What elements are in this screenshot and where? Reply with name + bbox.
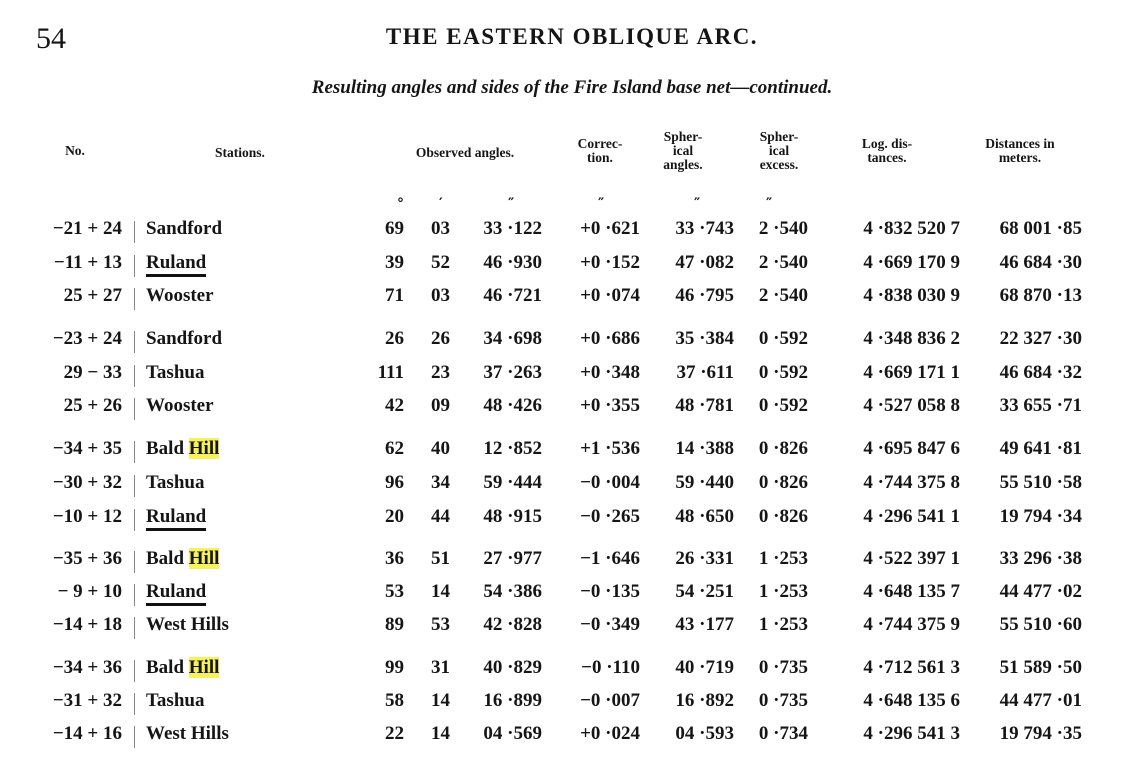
correction-value: −0 ·135 [580,581,640,602]
station-name [146,548,219,570]
angle-minutes: 34 [431,472,450,493]
station-name [146,328,222,350]
angle-minutes: 53 [431,614,450,635]
page-number: 54 [36,22,66,55]
table-row [0,218,1144,248]
table-row [0,438,1144,468]
station-name [146,614,229,636]
spherical-angle: 48 ·781 [675,395,734,416]
row-number: −10 + 12 [52,506,122,527]
distance-meters: 33 655 ·71 [999,395,1082,416]
angle-degrees: 111 [377,362,404,383]
station-name [146,657,219,679]
table-row [0,581,1144,611]
table-row [0,472,1144,502]
station-name-text: Tashua [146,362,205,383]
angle-minutes: 51 [431,548,450,569]
station-name-text: Bald [146,438,189,459]
station-name-text: Tashua [146,690,205,711]
spherical-angle: 35 ·384 [675,328,734,349]
row-number: −30 + 32 [52,472,122,493]
log-distance: 4 ·695 847 6 [863,438,960,459]
column-rule [134,331,135,353]
angle-minutes: 03 [431,285,450,306]
correction-value: +0 ·686 [580,328,640,349]
distance-meters: 68 001 ·85 [999,218,1082,239]
correction-value: +0 ·074 [580,285,640,306]
spherical-excess: 2 ·540 [758,252,808,273]
header-no: No. [65,143,85,158]
angle-minutes: 14 [431,723,450,744]
station-name [146,362,204,384]
row-number: −35 + 36 [52,548,122,569]
spherical-angle: 16 ·892 [675,690,734,711]
column-rule [134,551,135,573]
station-name-text: Bald [146,657,189,678]
angle-seconds: 27 ·977 [483,548,542,569]
angle-minutes: 14 [431,690,450,711]
underlined-text: Ruland [146,581,206,606]
unit-excess: ″ [766,196,773,212]
column-rule [134,441,135,463]
station-name-text: Sandford [146,218,223,239]
angle-degrees: 99 [385,657,404,678]
row-number: −34 + 35 [52,438,122,459]
correction-value: −0 ·265 [580,506,640,527]
row-number: −11 + 13 [53,252,122,273]
log-distance: 4 ·712 561 3 [863,657,960,678]
distance-meters: 44 477 ·01 [999,690,1082,711]
log-distance: 4 ·832 520 7 [863,218,960,239]
column-rule [134,255,135,277]
angle-degrees: 20 [385,506,404,527]
underlined-text: Ruland [146,252,206,277]
station-name-text: Wooster [146,285,214,306]
distance-meters: 46 684 ·32 [999,362,1082,383]
angle-seconds: 54 ·386 [483,581,542,602]
spherical-angle: 59 ·440 [675,472,734,493]
column-rule [134,221,135,243]
spherical-excess: 0 ·734 [758,723,808,744]
table-row [0,252,1144,282]
spherical-angle: 54 ·251 [675,581,734,602]
station-name [146,472,204,494]
log-distance: 4 ·744 375 9 [863,614,960,635]
row-number: − 9 + 10 [57,581,122,602]
angle-minutes: 52 [431,252,450,273]
log-distance: 4 ·669 171 1 [863,362,960,383]
table-row [0,362,1144,392]
highlighted-text: Hill [188,548,220,569]
unit-correction: ″ [598,196,605,212]
log-distance: 4 ·838 030 9 [863,285,960,306]
log-distance: 4 ·527 058 8 [863,395,960,416]
angle-degrees: 69 [385,218,404,239]
distance-meters: 19 794 ·35 [999,723,1082,744]
header-observed-angles: Observed angles. [415,145,515,160]
angle-degrees: 71 [385,285,404,306]
angle-minutes: 26 [431,328,450,349]
column-rule [134,365,135,387]
angle-seconds: 12 ·852 [483,438,542,459]
distance-meters: 46 684 ·30 [999,252,1082,273]
row-number: −14 + 16 [52,723,122,744]
correction-value: +0 ·348 [580,362,640,383]
log-distance: 4 ·669 170 9 [863,252,960,273]
correction-value: −0 ·349 [580,614,640,635]
spherical-excess: 1 ·253 [758,548,808,569]
angle-degrees: 62 [385,438,404,459]
correction-value: +0 ·152 [580,252,640,273]
spherical-angle: 33 ·743 [675,218,734,239]
angle-seconds: 59 ·444 [483,472,542,493]
header-correction: Correc- tion. [577,136,623,165]
table-row [0,506,1144,536]
station-name-text: West Hills [146,723,229,744]
station-name [146,723,229,745]
header-spherical-angles: Spher- ical angles. [663,129,703,172]
highlighted-text: Hill [188,438,220,459]
column-rule [134,475,135,497]
spherical-angle: 48 ·650 [675,506,734,527]
spherical-excess: 0 ·735 [758,690,808,711]
station-name [146,506,206,528]
angle-minutes: 44 [431,506,450,527]
distance-meters: 22 327 ·30 [999,328,1082,349]
station-name-text: Sandford [146,328,223,349]
spherical-excess: 0 ·592 [758,328,808,349]
unit-degrees: ° [397,196,404,212]
station-name [146,395,214,417]
spherical-excess: 2 ·540 [758,285,808,306]
table-row [0,328,1144,358]
angle-degrees: 58 [385,690,404,711]
angle-minutes: 40 [431,438,450,459]
angle-minutes: 31 [431,657,450,678]
table-row [0,548,1144,578]
angle-degrees: 36 [385,548,404,569]
header-log-distances: Log. dis- tances. [861,136,913,165]
angle-seconds: 42 ·828 [483,614,542,635]
column-rule [134,584,135,606]
row-number: 29 − 33 [63,362,122,383]
spherical-excess: 0 ·735 [758,657,808,678]
table-row [0,723,1144,753]
correction-value: −0 ·110 [581,657,640,678]
correction-value: −1 ·646 [580,548,640,569]
column-rule [134,726,135,748]
unit-minutes: ′ [439,196,443,212]
angle-seconds: 37 ·263 [483,362,542,383]
angle-seconds: 40 ·829 [483,657,542,678]
distance-meters: 44 477 ·02 [999,581,1082,602]
spherical-excess: 0 ·592 [758,362,808,383]
log-distance: 4 ·296 541 1 [863,506,960,527]
distance-meters: 68 870 ·13 [999,285,1082,306]
angle-minutes: 23 [431,362,450,383]
table-row [0,690,1144,720]
underlined-text: Ruland [146,506,206,531]
correction-value: +0 ·024 [580,723,640,744]
angle-minutes: 14 [431,581,450,602]
angle-degrees: 53 [385,581,404,602]
angle-seconds: 04 ·569 [483,723,542,744]
distance-meters: 49 641 ·81 [999,438,1082,459]
station-name-text: Tashua [146,472,205,493]
angle-degrees: 22 [385,723,404,744]
correction-value: +0 ·355 [580,395,640,416]
table-row [0,614,1144,644]
log-distance: 4 ·744 375 8 [863,472,960,493]
distance-meters: 33 296 ·38 [999,548,1082,569]
log-distance: 4 ·296 541 3 [863,723,960,744]
correction-value: −0 ·004 [580,472,640,493]
header-stations: Stations. [215,145,265,160]
column-rule [134,288,135,310]
row-number: −23 + 24 [52,328,122,349]
angle-seconds: 46 ·721 [483,285,542,306]
spherical-excess: 0 ·592 [758,395,808,416]
spherical-angle: 46 ·795 [675,285,734,306]
log-distance: 4 ·348 836 2 [863,328,960,349]
distance-meters: 51 589 ·50 [999,657,1082,678]
table-row [0,657,1144,687]
angle-minutes: 03 [431,218,450,239]
station-name [146,285,214,307]
angle-seconds: 33 ·122 [483,218,542,239]
unit-seconds: ″ [508,196,515,212]
angle-degrees: 89 [385,614,404,635]
correction-value: +1 ·536 [580,438,640,459]
spherical-angle: 37 ·611 [676,362,734,383]
column-rule [134,660,135,682]
row-number: 25 + 26 [63,395,122,416]
spherical-excess: 0 ·826 [758,472,808,493]
row-number: 25 + 27 [63,285,122,306]
distance-meters: 19 794 ·34 [999,506,1082,527]
correction-value: +0 ·621 [580,218,640,239]
spherical-angle: 04 ·593 [675,723,734,744]
row-number: −21 + 24 [52,218,122,239]
station-name-text: West Hills [146,614,229,635]
table-row [0,395,1144,425]
angle-seconds: 48 ·915 [483,506,542,527]
angle-seconds: 46 ·930 [483,252,542,273]
station-name [146,581,206,603]
spherical-angle: 14 ·388 [675,438,734,459]
station-name [146,218,222,240]
column-rule [134,509,135,531]
row-number: −31 + 32 [52,690,122,711]
station-name-text: Wooster [146,395,214,416]
angle-seconds: 16 ·899 [483,690,542,711]
station-name [146,438,219,460]
log-distance: 4 ·648 135 7 [863,581,960,602]
angle-minutes: 09 [431,395,450,416]
header-spherical-excess: Spher- ical excess. [759,129,799,172]
highlighted-text: Hill [188,657,220,678]
angle-degrees: 39 [385,252,404,273]
spherical-angle: 26 ·331 [675,548,734,569]
column-rule [134,398,135,420]
log-distance: 4 ·522 397 1 [863,548,960,569]
angle-degrees: 96 [385,472,404,493]
table-caption: Resulting angles and sides of the Fire Island base net—continued. [311,77,833,98]
column-rule [134,693,135,715]
spherical-excess: 1 ·253 [758,614,808,635]
angle-seconds: 34 ·698 [483,328,542,349]
distance-meters: 55 510 ·58 [999,472,1082,493]
station-name [146,252,206,274]
spherical-excess: 0 ·826 [758,506,808,527]
distance-meters: 55 510 ·60 [999,614,1082,635]
table-row [0,285,1144,315]
log-distance: 4 ·648 135 6 [863,690,960,711]
running-head: THE EASTERN OBLIQUE ARC. [385,24,759,49]
angle-degrees: 26 [385,328,404,349]
row-number: −34 + 36 [52,657,122,678]
station-name-text: Bald [146,548,189,569]
row-number: −14 + 18 [52,614,122,635]
header-distances: Distances in meters. [985,136,1055,165]
spherical-angle: 47 ·082 [675,252,734,273]
column-rule [134,617,135,639]
angle-seconds: 48 ·426 [483,395,542,416]
spherical-angle: 43 ·177 [675,614,734,635]
spherical-excess: 1 ·253 [758,581,808,602]
spherical-angle: 40 ·719 [675,657,734,678]
spherical-excess: 0 ·826 [758,438,808,459]
station-name [146,690,204,712]
unit-spherical: ″ [694,196,701,212]
spherical-excess: 2 ·540 [758,218,808,239]
correction-value: −0 ·007 [580,690,640,711]
angle-degrees: 42 [385,395,404,416]
